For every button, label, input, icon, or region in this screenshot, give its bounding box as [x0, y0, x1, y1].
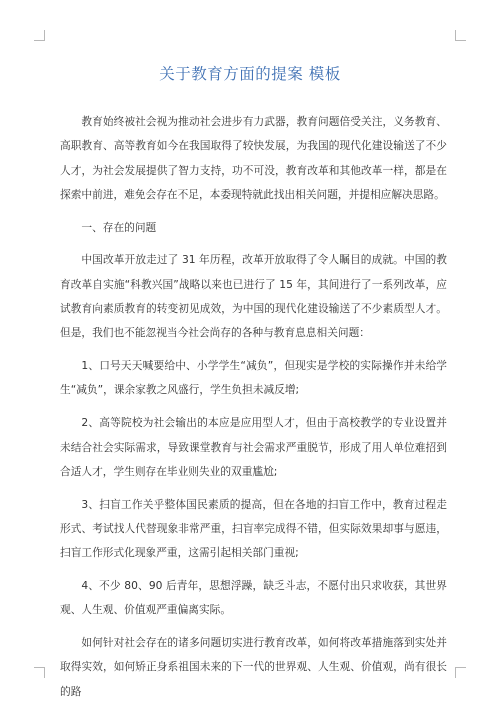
- crop-mark-bottom-right: [455, 667, 466, 678]
- crop-mark-top-right: [455, 30, 466, 41]
- crop-mark-top-left: [34, 30, 45, 41]
- closing-paragraph: 如何针对社会存在的诸多问题切实进行教育改革，如何将改革措施落到实处并取得实效，如何矫正身系祖国未来的下一代的世界观、人生观、价值观，尚有很长的路: [60, 636, 447, 698]
- list-item-1: 1、口号天天喊要给中、小学学生“减负”，但现实是学校的实际操作并未给学生“减负”，课余家教之风盛行，学生负担未减反增;: [60, 359, 447, 397]
- body-paragraph: 中国改革开放走过了 31 年历程，改革开放取得了令人瞩目的成就。中国的教育改革自实施“科教兴国”战略以来也已进行了 15 年，其间进行了一系列改革，应试教育向素质教育的转变初见成效，为中国的现代化建设输送了不少素质型人才。但是，我们也不能忽视当今社会尚存的各种与教育息息相关问题：: [60, 253, 447, 340]
- crop-mark-bottom-left: [34, 667, 45, 678]
- list-item-4: 4、不少 80、90 后青年，思想浮躁，缺乏斗志，不愿付出只求收获，其世界观、人生观、价值观严重偏离实际。: [60, 579, 447, 617]
- document-title: 关于教育方面的提案 模板: [159, 65, 341, 83]
- list-item-3: 3、扫盲工作关乎整体国民素质的提高，但在各地的扫盲工作中，教育过程走形式、考试找人代替现象非常严重，扫盲率完成得不错，但实际效果却事与愿违，扫盲工作形式化现象严重，这需引起相关部门重视;: [60, 497, 447, 560]
- section-heading: 一、存在的问题: [81, 220, 157, 234]
- intro-paragraph: 教育始终被社会视为推动社会进步有力武器，教育问题倍受关注，义务教育、高职教育、高等教育如今在我国取得了较快发展，为我国的现代化建设输送了不少人才，为社会发展提供了智力支持，功不可没，教育改革和其他改革一样，都是在探索中前进，难免会存在不足，本委现特就此找出相关问题，并提相应解决思路。: [60, 115, 447, 201]
- document-body: [60, 110, 447, 704]
- list-item-2: 2、高等院校为社会输出的本应是应用型人才，但由于高校教学的专业设置并未结合社会实际需求，导致课堂教育与社会需求严重脱节，形成了用人单位难招到合适人才，学生则存在毕业则失业的双重尴尬;: [60, 416, 447, 478]
